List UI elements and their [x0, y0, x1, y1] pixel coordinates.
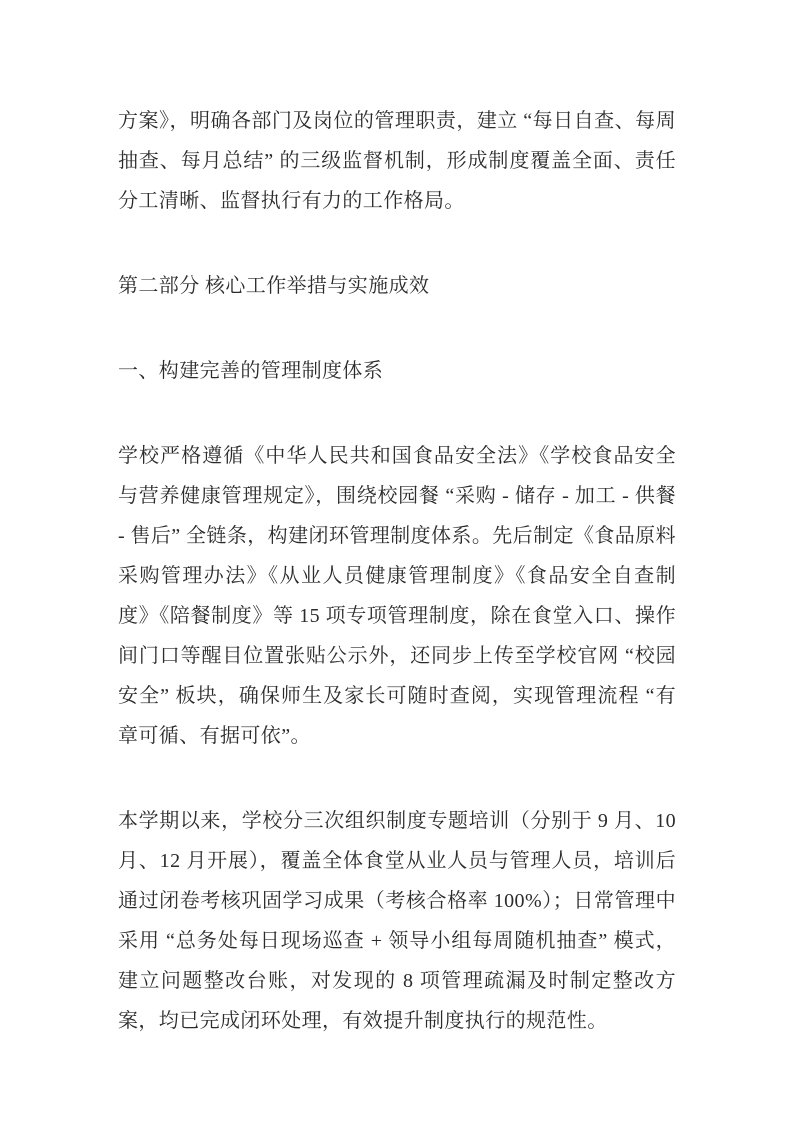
body-paragraph-continuation: 方案》，明确各部门及岗位的管理职责，建立 “每日自查、每周抽查、每月总结” 的三级监督机制，形成制度覆盖全面、责任分工清晰、监督执行有力的工作格局。	[118, 110, 676, 212]
section-heading-part-two: 第二部分 核心工作举措与实施成效	[118, 275, 430, 297]
subsection-heading-one: 一、构建完善的管理制度体系	[118, 360, 384, 382]
body-paragraph-training: 本学期以来，学校分三次组织制度专题培训（分别于 9 月、10 月、12 月开展），覆盖全体食堂从业人员与管理人员，培训后通过闭卷考核巩固学习成果（考核合格率 100%）；日常管理中采用 “总务处每日现场巡查 + 领导小组每周随机抽查” 模式，建立问题整改台账，对发现的 8 项管理疏漏及时制定整改方案，均已完成闭环处理，有效提升制度执行的规范性。	[118, 810, 676, 1032]
body-paragraph-system: 学校严格遵循《中华人民共和国食品安全法》《学校食品安全与营养健康管理规定》，围绕校园餐 “采购 - 储存 - 加工 - 供餐 - 售后” 全链条，构建闭环管理制度体系。先后制定《食品原料采购管理办法》《从业人员健康管理制度》《食品安全自查制度》《陪餐制度》等 15 项专项管理制度，除在食堂入口、操作间门口等醒目位置张贴公示外，还同步上传至学校官网 “校园安全” 板块，确保师生及家长可随时查阅，实现管理流程 “有章可循、有据可依”。	[118, 445, 676, 747]
